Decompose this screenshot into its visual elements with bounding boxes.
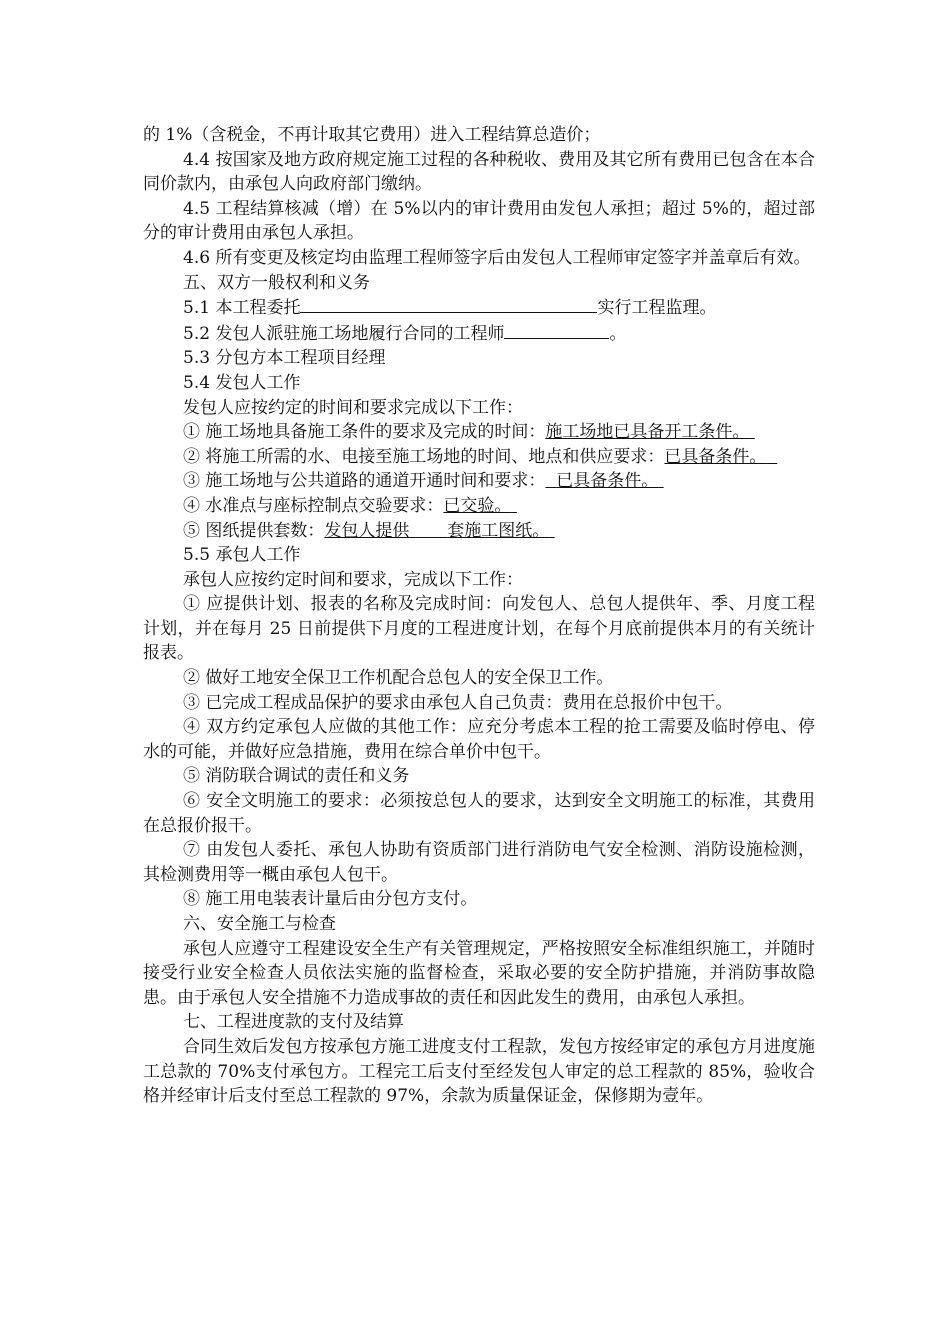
paragraph-4-4: 4.4 按国家及地方政府规定施工过程的各种税收、费用及其它所有费用已包含在本合同价款内，由承包人向政府部门缴纳。	[143, 149, 815, 195]
item-5-4-5-answer-b: 套施工图纸。	[447, 520, 550, 541]
item-5-4-4	[143, 494, 815, 519]
section-heading-5: 五、双方一般权利和义务	[183, 272, 370, 293]
item-5-4-5-text: ⑤ 图纸提供套数：	[183, 520, 325, 541]
paragraph-5-2-text: 5.2 发包人派驻施工场地履行合同的工程师	[183, 323, 505, 344]
paragraph-4-3-tail: 的 1%（含税金，不再计取其它费用）进入工程结算总造价；	[143, 125, 601, 145]
item-5-5-7: ⑦ 由发包人委托、承包人协助有资质部门进行消防电气安全检测、消防设施检测，其检测费用等一概由承包人包干。	[143, 840, 815, 885]
paragraph-5-2-suffix: 。	[609, 323, 627, 344]
item-5-4-1-answer: 施工场地已具备开工条件。	[545, 422, 750, 443]
paragraph-5-4: 5.4 发包人工作	[183, 372, 301, 393]
paragraph-5-1	[143, 295, 815, 321]
item-5-4-2-answer: 已具备条件。	[664, 446, 767, 467]
item-5-4-4-text: ④ 水准点与座标控制点交验要求：	[183, 495, 444, 516]
item-5-5-2: ② 做好工地安全保卫工作机配合总包人的安全保卫工作。	[183, 668, 614, 689]
paragraph-5-5: 5.5 承包人工作	[183, 545, 301, 566]
paragraph-7: 合同生效后发包方按承包方施工进度支付工程款，发包方按经审定的承包方月进度施工总款的 70%支付承包方。工程完工后支付至经发包人审定的总工程款的 85%，验收合格并经审计后支付至总工程款的 97%，余款为质量保证金，保修期为壹年。	[143, 1036, 815, 1107]
paragraph-5-5-intro: 承包人应按约定时间和要求，完成以下工作：	[183, 569, 523, 590]
item-5-5-4: ④ 双方约定承包人应做的其他工作：应充分考虑本工程的抢工需要及临时停电、停水的可能，并做好应急措施，费用在综合单价中包干。	[143, 717, 815, 762]
section-heading-7: 七、工程进度款的支付及结算	[183, 1012, 404, 1033]
item-5-4-2	[143, 445, 815, 470]
paragraph-5-1-text: 5.1 本工程委托	[183, 298, 301, 319]
item-5-4-1-text: ① 施工场地具备施工条件的要求及完成的时间：	[183, 422, 546, 443]
paragraph-5-4-intro: 发包人应按约定的时间和要求完成以下工作：	[183, 397, 523, 418]
item-5-4-2-text: ② 将施工所需的水、电接至施工场地的时间、地点和供应要求：	[183, 446, 665, 467]
item-5-4-3	[143, 469, 815, 494]
item-5-4-4-answer: 已交验。	[443, 495, 512, 516]
paragraph-6: 承包人应遵守工程建设安全生产有关管理规定，严格按照安全标准组织施工，并随时接受行业安全检查人员依法实施的监督检查，采取必要的安全防护措施，并消防事故隐患。由于承包人安全措施不力造成事故的责任和因此发生的费用，由承包人承担。	[143, 938, 815, 1008]
engineer-blank	[504, 321, 609, 339]
item-5-5-8: ⑧ 施工用电装表计量后由分包方支付。	[183, 889, 478, 910]
supervisor-blank	[300, 295, 597, 313]
item-5-5-3: ③ 已完成工程成品保护的要求由承包人自己负责：费用在总报价中包干。	[183, 692, 733, 713]
item-5-4-5-answer-a: 发包人提供	[324, 520, 410, 541]
item-5-4-3-text: ③ 施工场地与公共道路的通道开通时间和要求：	[183, 471, 546, 492]
item-5-4-1	[143, 420, 815, 445]
item-5-5-6: ⑥ 安全文明施工的要求：必须按总包人的要求，达到安全文明施工的标准，其费用在总报价报干。	[143, 791, 815, 836]
paragraph-5-1-suffix: 实行工程监理。	[597, 298, 717, 319]
document-page	[143, 123, 815, 1109]
item-5-4-5	[143, 519, 815, 544]
section-heading-6: 六、安全施工与检查	[183, 914, 336, 934]
item-5-5-5: ⑤ 消防联合调试的责任和义务	[183, 766, 410, 787]
paragraph-4-5: 4.5 工程结算核减（增）在 5%以内的审计费用由发包人承担；超过 5%的，超过部分的审计费用由承包人承担。	[143, 198, 815, 244]
item-5-5-1: ① 应提供计划、报表的名称及完成时间：向发包人、总包人提供年、季、月度工程计划，并在每月 25 日前提供下月度的工程进度计划，在每个月底前提供本月的有关统计报表。	[143, 594, 815, 664]
paragraph-4-6: 4.6 所有变更及核定均由监理工程师签字后由发包人工程师审定签字并盖章后有效。	[183, 247, 811, 268]
paragraph-5-3: 5.3 分包方本工程项目经理	[183, 348, 386, 369]
item-5-4-3-answer: 已具备条件。	[556, 471, 659, 492]
paragraph-5-2	[143, 321, 815, 347]
